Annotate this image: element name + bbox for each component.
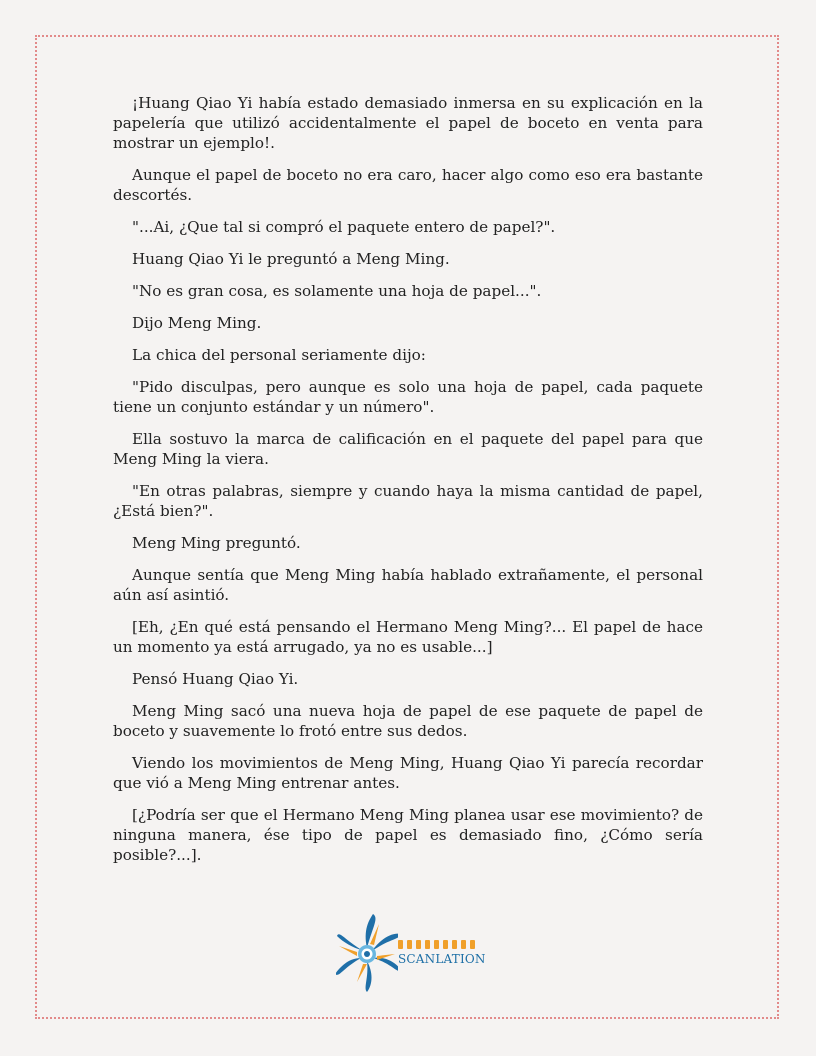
paragraph-14: Pensó Huang Qiao Yi. xyxy=(132,670,299,688)
scanlation-logo xyxy=(336,912,486,994)
document-body xyxy=(113,93,703,877)
paragraph-9: Ella sostuvo la marca de calificación en el paquete del papel para que Meng Ming la viera. xyxy=(113,430,703,468)
paragraph-3: "...Ai, ¿Que tal si compró el paquete entero de papel?". xyxy=(132,218,556,236)
paragraph-5: "No es gran cosa, es solamente una hoja de papel...". xyxy=(132,282,542,300)
paragraph-10: "En otras palabras, siempre y cuando haya la misma cantidad de papel, ¿Está bien?". xyxy=(113,482,703,520)
flower-logo-icon xyxy=(336,912,398,994)
paragraph-6: Dijo Meng Ming. xyxy=(132,314,262,332)
paragraph-7: La chica del personal seriamente dijo: xyxy=(132,346,426,364)
paragraph-15: Meng Ming sacó una nueva hoja de papel de ese paquete de papel de boceto y suavemente lo frotó entre sus dedos. xyxy=(113,702,703,740)
paragraph-4: Huang Qiao Yi le preguntó a Meng Ming. xyxy=(132,250,450,268)
paragraph-8: "Pido disculpas, pero aunque es solo una hoja de papel, cada paquete tiene un conjunto estándar y un número". xyxy=(113,378,703,416)
paragraph-1: ¡Huang Qiao Yi había estado demasiado inmersa en su explicación en la papelería que utilizó accidentalmente el papel de boceto en venta para mostrar un ejemplo!. xyxy=(113,94,703,152)
paragraph-11: Meng Ming preguntó. xyxy=(132,534,301,552)
crown-decoration-icon xyxy=(398,938,482,950)
paragraph-17: [¿Podría ser que el Hermano Meng Ming planea usar ese movimiento? de ninguna manera, ése tipo de papel es demasiado fino, ¿Cómo sería posible?...]. xyxy=(113,806,703,864)
logo-text: SCANLATION xyxy=(398,952,486,966)
paragraph-16: Viendo los movimientos de Meng Ming, Huang Qiao Yi parecía recordar que vió a Meng Ming entrenar antes. xyxy=(113,754,703,792)
paragraph-12: Aunque sentía que Meng Ming había hablado extrañamente, el personal aún así asintió. xyxy=(113,566,703,604)
paragraph-2: Aunque el papel de boceto no era caro, hacer algo como eso era bastante descortés. xyxy=(113,166,703,204)
paragraph-13: [Eh, ¿En qué está pensando el Hermano Meng Ming?... El papel de hace un momento ya está arrugado, ya no es usable...] xyxy=(113,618,703,656)
